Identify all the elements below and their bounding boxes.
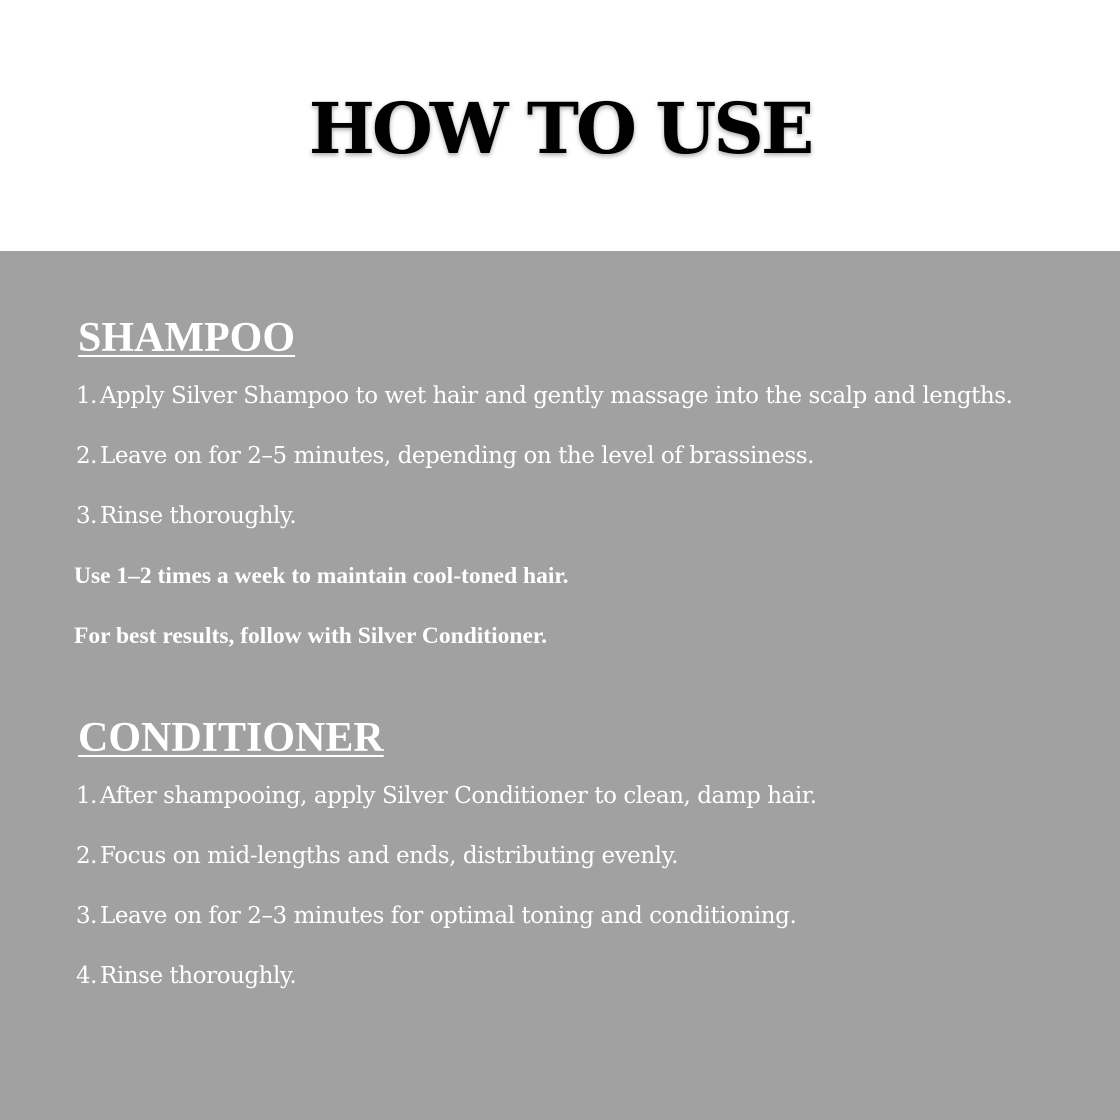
- page-title: HOW TO USE: [308, 87, 812, 170]
- step-text: Leave on for 2–5 minutes, depending on the level of brassiness.: [100, 443, 814, 469]
- conditioner-step-3: [76, 901, 796, 931]
- step-text: Leave on for 2–3 minutes for optimal toning and conditioning.: [100, 903, 797, 929]
- step-number: 2.: [76, 843, 98, 869]
- step-number: 4.: [76, 963, 98, 989]
- step-text: Apply Silver Shampoo to wet hair and gently massage into the scalp and lengths.: [100, 383, 1013, 409]
- step-text: After shampooing, apply Silver Conditioner to clean, damp hair.: [100, 783, 817, 809]
- shampoo-step-3: [76, 501, 296, 531]
- shampoo-heading: SHAMPOO: [78, 315, 295, 361]
- shampoo-note-best-results: For best results, follow with Silver Conditioner.: [74, 623, 548, 649]
- step-number: 1.: [76, 783, 98, 809]
- step-number: 3.: [76, 503, 98, 529]
- conditioner-step-1: [76, 781, 817, 811]
- step-text: Rinse thoroughly.: [100, 963, 297, 989]
- shampoo-step-2: [76, 441, 814, 471]
- shampoo-step-1: [76, 381, 1012, 411]
- conditioner-step-4: [76, 961, 296, 991]
- step-text: Focus on mid-lengths and ends, distributing evenly.: [100, 843, 678, 869]
- step-text: Rinse thoroughly.: [100, 503, 297, 529]
- conditioner-heading: CONDITIONER: [78, 715, 384, 761]
- step-number: 1.: [76, 383, 98, 409]
- conditioner-step-2: [76, 841, 678, 871]
- step-number: 3.: [76, 903, 98, 929]
- header-area: [0, 0, 1120, 251]
- shampoo-note-frequency: Use 1–2 times a week to maintain cool-toned hair.: [74, 563, 569, 589]
- step-number: 2.: [76, 443, 98, 469]
